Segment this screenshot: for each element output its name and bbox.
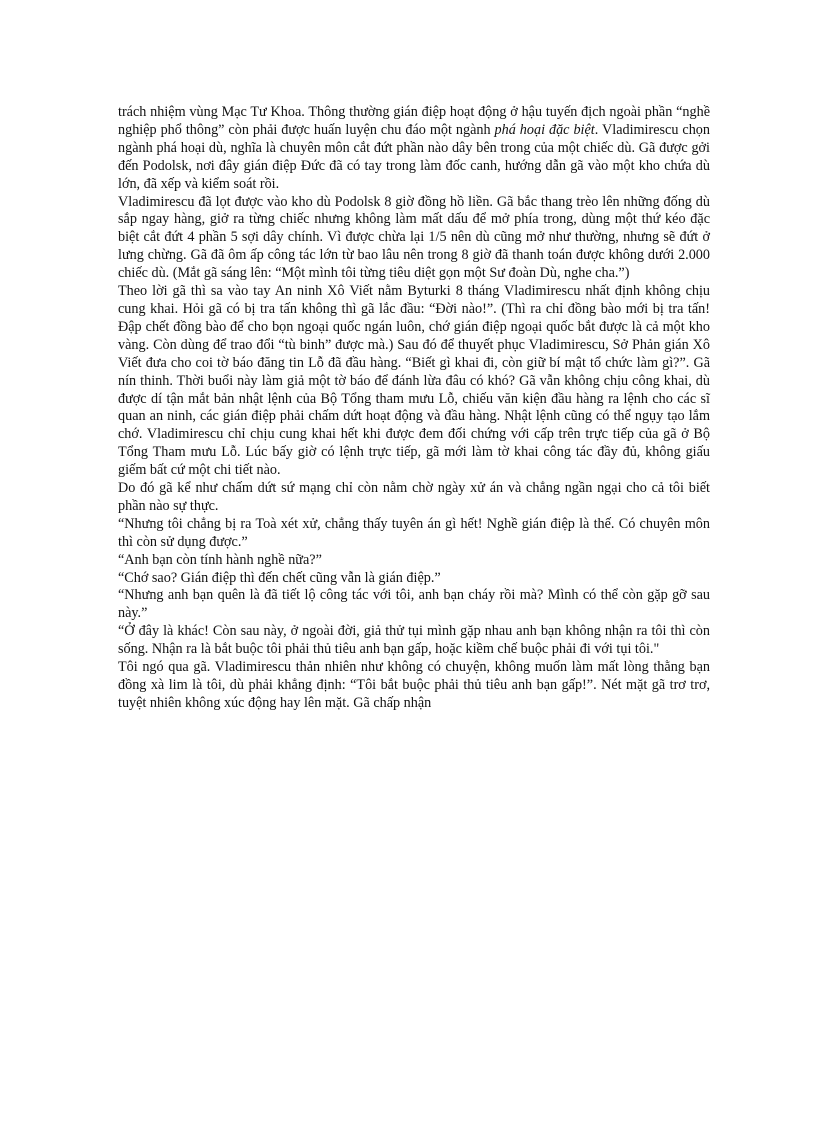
- text-run: Tôi ngó qua gã. Vladimirescu thản nhiên như không có chuyện, không muốn làm mất lòng thằng bạn đồng xà lim là tôi, dù phải khẳng định: “Tôi bắt buộc phải thủ tiêu anh bạn gấp!”. Nét mặt gã trơ trơ, tuyệt nhiên không xúc động hay lên mặt. Gã chấp nhận: [118, 659, 710, 711]
- paragraph: [118, 480, 710, 516]
- paragraph: [118, 104, 710, 194]
- text-run: “Nhưng anh bạn quên là đã tiết lộ công tác với tôi, anh bạn cháy rồi mà? Mình có thể còn gặp gỡ sau này.”: [118, 587, 710, 622]
- text-run: . Vladimirescu chọn ngành phá hoại dù, nghĩa là chuyên môn cắt đứt phần nào dây bên trong của một chiếc dù. Gã được gởi đến Podolsk, nơi đây gián điệp Đức đã có tay trong làm đốc canh, hướng dẫn gã vào một kho chứa dù lớn, đã xếp và kiểm soát rồi.: [118, 121, 710, 192]
- paragraph: [118, 283, 710, 480]
- paragraph: [118, 552, 710, 570]
- paragraph: [118, 587, 710, 623]
- text-run: “Chớ sao? Gián điệp thì đến chết cũng vẫn là gián điệp.”: [118, 569, 441, 586]
- paragraph: [118, 516, 710, 552]
- text-run: Vladimirescu đã lọt được vào kho dù Podolsk 8 giờ đồng hồ liền. Gã bắc thang trèo lên những đống dù sắp ngay hàng, giở ra từng chiếc nhưng không làm mất dấu để mở phía trong, dùng một thứ kéo đặc biệt cắt đứt 4 phần 5 sợi dây chính. Vì được chừa lại 1/5 nên dù cũng mở như thường, nhưng sẽ đứt ở lưng chừng. Gã đã ôm ấp công tác lớn từ bao lâu nên trong 8 giờ đã thanh toán được không dưới 2.000 chiếc dù. (Mắt gã sáng lên: “Một mình tôi từng tiêu diệt gọn một Sư đoàn Dù, nghe cha.”): [118, 193, 710, 282]
- text-run: trách nhiệm vùng Mạc Tư Khoa. Thông thường gián điệp hoạt động ở hậu tuyến địch ngoài phần “nghề nghiệp phổ thông” còn phải được huấn luyện chu đáo một ngành: [118, 104, 710, 138]
- paragraph: [118, 194, 710, 284]
- text-run: “Ở đây là khác! Còn sau này, ở ngoài đời, giả thử tụi mình gặp nhau anh bạn không nhận ra tôi thì còn sống. Nhận ra là bắt buộc tôi phải thủ tiêu anh bạn gấp, hoặc kiềm chế buộc phải đi với tụi tôi.": [118, 623, 710, 658]
- paragraph: [118, 623, 710, 659]
- italic-text: phá hoại đặc biệt: [494, 121, 595, 138]
- text-run: “Nhưng tôi chẳng bị ra Toà xét xử, chẳng thấy tuyên án gì hết! Nghề gián điệp là thế. Có chuyên môn thì còn sử dụng được.”: [118, 515, 710, 550]
- paragraph: [118, 659, 710, 713]
- document-page: [118, 104, 710, 713]
- text-run: Do đó gã kể như chấm dứt sứ mạng chỉ còn nằm chờ ngày xử án và chẳng ngần ngại cho cả tôi biết phần nào sự thực.: [118, 480, 710, 514]
- text-run: “Anh bạn còn tính hành nghề nữa?”: [118, 551, 322, 568]
- paragraph: [118, 570, 710, 588]
- text-run: Theo lời gã thì sa vào tay An ninh Xô Viết nằm Byturki 8 tháng Vladimirescu nhất định không chịu cung khai. Hỏi gã có bị tra tấn không thì gã lắc đầu: “Đời nào!”. (Thì ra chỉ đồng bào mới bị tra tấn! Đập chết đồng bào để cho bọn ngoại quốc ngán luôn, chớ gián điệp ngoại quốc bắt được là cả một kho vàng. Còn dùng để trao đổi “tù binh” được mà.) Sau đó để thuyết phục Vladimirescu, Sở Phản gián Xô Viết đưa cho coi tờ báo đăng tin Lỗ đã đầu hàng. “Biết gì khai đi, còn giữ bí mật tổ chức làm gì?”. Gã nín thinh. Thời buổi này làm giả một tờ báo để đánh lừa đâu có khó? Gã vẫn không chịu công khai, dù được dí tận mắt bản nhật lệnh của Bộ Tổng tham mưu Lỗ, chiếu văn kiện đầu hàng ra lệnh cho các sĩ quan an ninh, các gián điệp phải chấm dứt hoạt động và đầu hàng. Nhật lệnh cũng có thể ngụy tạo lắm chớ. Vladimirescu chỉ chịu cung khai hết khi được đem đối chứng với cấp trên trực tiếp của gã ở Bộ Tổng Tham mưu Lỗ. Lúc bấy giờ có lệnh trực tiếp, gã mới làm tờ khai công tác đầy đủ, không giấu giếm bất cứ một chi tiết nào.: [118, 283, 710, 479]
